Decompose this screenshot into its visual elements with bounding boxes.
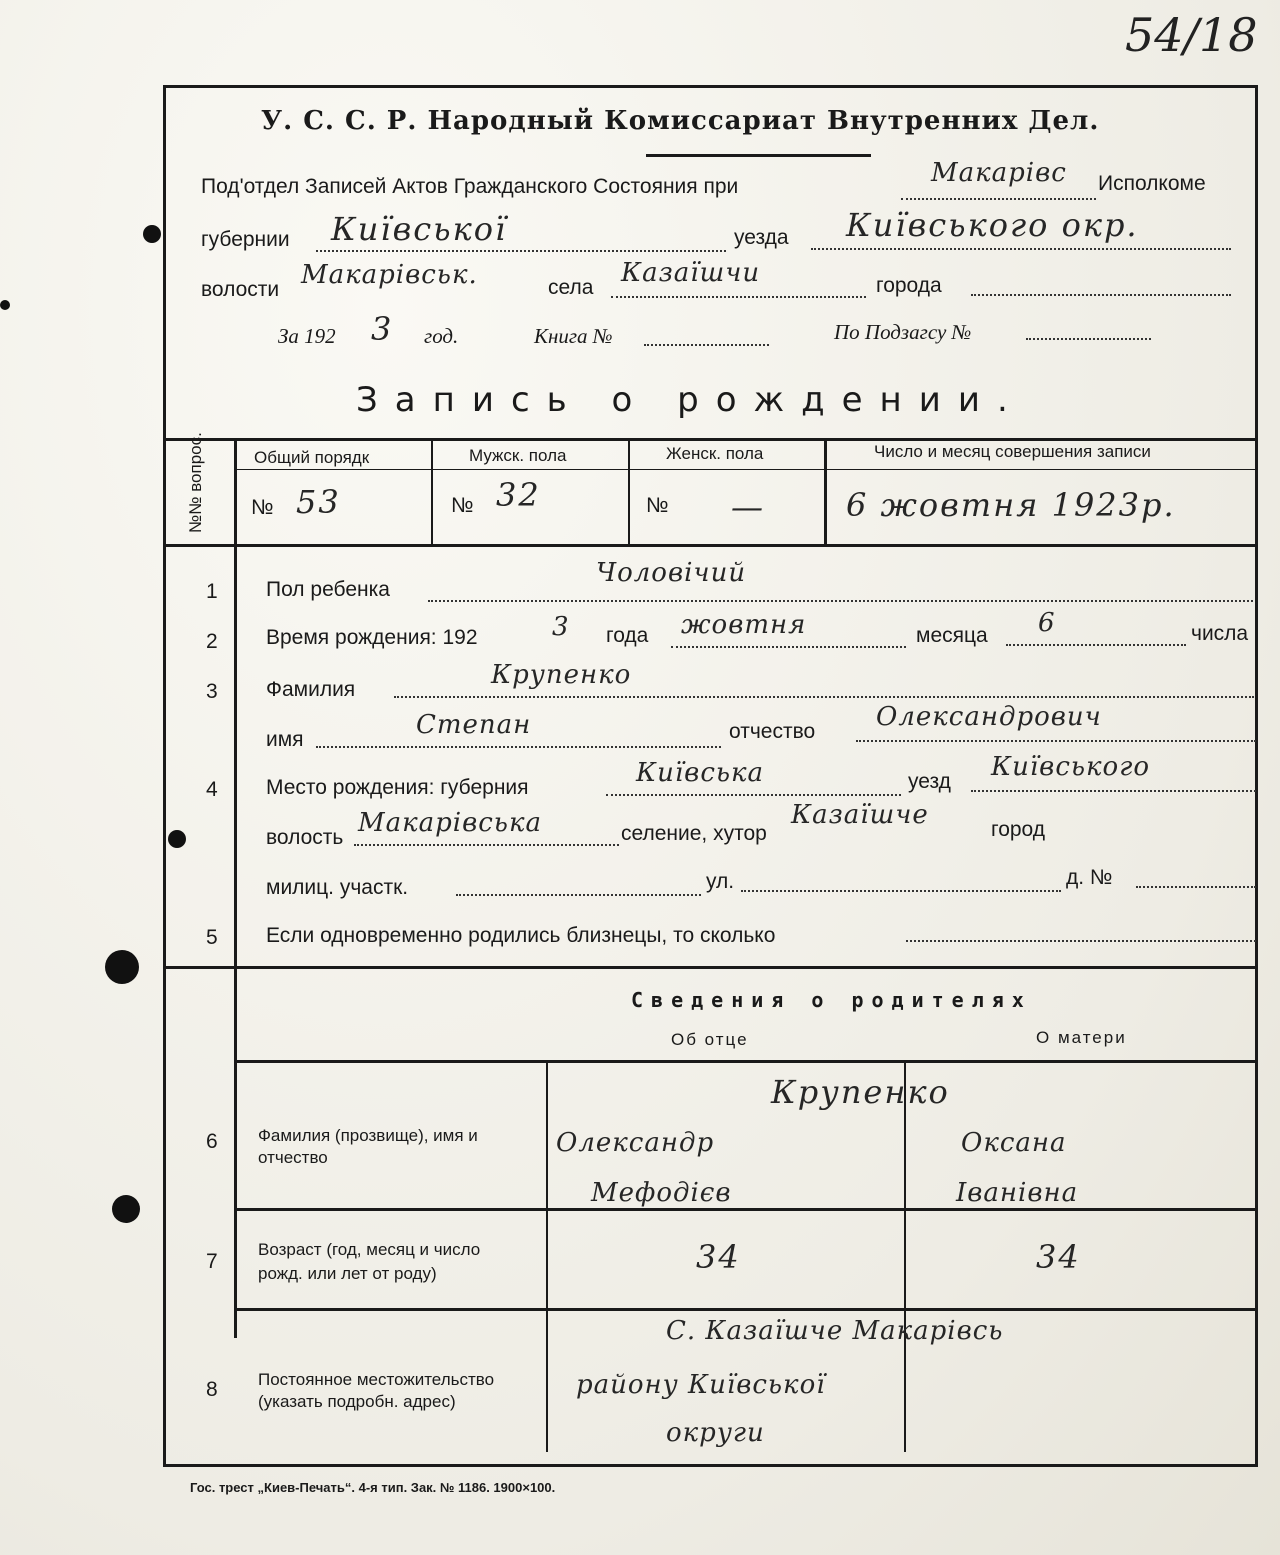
birthplace-volost-label: волость (266, 826, 344, 849)
gubernia-label: губернии (201, 228, 290, 251)
dotted-line (901, 198, 1096, 200)
punch-hole (105, 950, 139, 984)
rule (166, 966, 1258, 969)
executive-committee-value: Макарівс (931, 158, 1067, 188)
punch-hole (112, 1195, 140, 1223)
patronymic-value: Олександрович (876, 702, 1102, 732)
dotted-line (811, 248, 1231, 250)
sub-register-label: По Подзагсу № (834, 320, 972, 344)
street-label: ул. (706, 870, 735, 893)
birthplace-label: Место рождения: губерния (266, 776, 529, 799)
age-label-1: Возраст (год, месяц и число (258, 1240, 481, 1259)
row-number-2: 2 (206, 630, 218, 653)
parents-section-title: Сведения о родителях (631, 988, 1032, 1012)
date-of-record-value: 6 жовтня 1923р. (846, 486, 1176, 524)
selo-label: села (548, 276, 594, 299)
year-label: За 192 (278, 324, 336, 348)
rule (628, 438, 630, 544)
birth-record-form (163, 85, 1258, 1467)
rule (824, 438, 827, 544)
settlement-label: селение, хутор (621, 822, 767, 845)
female-value: — (731, 488, 765, 526)
rule (234, 1208, 1258, 1211)
dotted-line (456, 894, 701, 896)
col-general-order: Общий порядк (254, 448, 370, 467)
row-number-1: 1 (206, 580, 218, 603)
dotted-line (671, 646, 906, 648)
book-label: Книга № (534, 324, 613, 348)
dotted-line (611, 296, 866, 298)
child-sex-value: Чоловічий (596, 558, 747, 588)
residence-line-3: округи (666, 1418, 765, 1448)
rule (166, 544, 1258, 547)
printer-imprint: Гос. трест „Киев-Печать“. 4-я тип. Зак. № 1186. 1900×100. (190, 1480, 556, 1495)
mother-age-value: 34 (1036, 1238, 1081, 1276)
rule (234, 1060, 1258, 1063)
document-title: Запись о рождении. (356, 380, 1025, 420)
child-sex-label: Пол ребенка (266, 578, 390, 601)
mother-patronymic: Іванівна (956, 1178, 1079, 1208)
row-number-4: 4 (206, 778, 218, 801)
dotted-line (856, 740, 1256, 742)
general-order-value: 53 (296, 483, 341, 521)
father-first-name: Олександр (556, 1128, 715, 1158)
dotted-line (741, 890, 1061, 892)
header-title: У. С. С. Р. Народный Комиссариат Внутренних Дел. (261, 106, 1100, 136)
birth-time-label: Время рождения: 192 (266, 626, 478, 649)
mother-first-name: Оксана (961, 1128, 1067, 1158)
parent-name-label-2: отчество (258, 1148, 328, 1167)
parents-surname-value: Крупенко (771, 1073, 950, 1111)
gubernia-value: Київської (331, 210, 508, 248)
dotted-line (1136, 886, 1256, 888)
dotted-line (1006, 644, 1186, 646)
twins-label: Если одновременно родились близнецы, то сколько (266, 924, 776, 947)
birth-year-digit: 3 (552, 612, 570, 642)
birthplace-volost-value: Макарівська (358, 808, 542, 838)
patronymic-label: отчество (729, 720, 816, 743)
executive-committee-label: Исполкоме (1098, 172, 1206, 195)
dotted-line (316, 746, 721, 748)
birth-day-value: 6 (1038, 608, 1056, 638)
month-word: месяца (916, 624, 988, 647)
rule (234, 1308, 1258, 1311)
year-word: года (606, 624, 649, 647)
col-date-of-record: Число и месяц совершения записи (874, 442, 1151, 461)
archive-page-number: 54/18 (1125, 8, 1258, 62)
birth-month-value: жовтня (681, 610, 807, 640)
dotted-line (394, 696, 1254, 698)
year-suffix: год. (424, 324, 459, 348)
name-label: имя (266, 728, 304, 751)
birthplace-uezd-value: Київського (991, 752, 1151, 782)
row-number-3: 3 (206, 680, 218, 703)
dotted-line (606, 794, 901, 796)
no-label: № (646, 494, 669, 517)
dotted-line (644, 344, 769, 346)
subdepartment-label: Под'отдел Записей Актов Гражданского Состояния при (201, 175, 739, 198)
row-number-8: 8 (206, 1378, 218, 1401)
male-value: 32 (496, 476, 541, 514)
name-value: Степан (416, 710, 532, 740)
rule (431, 438, 433, 544)
rule (546, 1060, 548, 1452)
birthplace-gubernia-value: Київська (636, 758, 765, 788)
rule (904, 1060, 906, 1452)
father-age-value: 34 (696, 1238, 741, 1276)
punch-hole (0, 300, 10, 310)
dotted-line (316, 250, 726, 252)
col-female: Женск. пола (666, 444, 764, 463)
row-number-5: 5 (206, 926, 218, 949)
day-word: числа (1191, 622, 1249, 645)
uezd-value: Київського окр. (846, 206, 1139, 244)
residence-line-1: С. Казаїшче Макарівсь (666, 1316, 1004, 1346)
dotted-line (1026, 338, 1151, 340)
year-value: 3 (371, 310, 394, 348)
rule (234, 438, 237, 1338)
mother-column-header: О матери (1036, 1028, 1127, 1047)
gorod-label: города (876, 274, 942, 297)
selo-value: Казаїшчи (621, 258, 761, 288)
militia-district-label: милиц. участк. (266, 876, 409, 899)
row-number-6: 6 (206, 1130, 218, 1153)
row-number-7: 7 (206, 1250, 218, 1273)
residence-label-2: (указать подробн. адрес) (258, 1392, 456, 1411)
father-column-header: Об отце (671, 1030, 749, 1049)
dotted-line (971, 294, 1231, 296)
age-label-2: рожд. или лет от роду) (258, 1264, 437, 1283)
house-number-label: д. № (1066, 866, 1113, 889)
col-male: Мужск. пола (469, 446, 567, 465)
dotted-line (354, 844, 619, 846)
volost-value: Макарівськ. (301, 260, 478, 290)
birthplace-uezd-label: уезд (908, 770, 951, 793)
question-number-header: №№ вопрос. (186, 432, 205, 533)
uezd-label: уезда (734, 226, 789, 249)
dotted-line (906, 940, 1256, 942)
no-label: № (251, 496, 274, 519)
residence-label-1: Постоянное местожительство (258, 1370, 495, 1389)
parent-name-label-1: Фамилия (прозвище), имя и (258, 1126, 478, 1145)
father-patronymic: Мефодієв (591, 1178, 732, 1208)
city-label: город (991, 818, 1046, 841)
dotted-line (428, 600, 1253, 602)
no-label: № (451, 494, 474, 517)
dotted-line (971, 790, 1256, 792)
residence-line-2: району Київської (576, 1370, 826, 1400)
volost-label: волости (201, 278, 280, 301)
settlement-value: Казаїшче (791, 800, 929, 830)
punch-hole (143, 225, 161, 243)
header-rule (646, 154, 871, 157)
surname-label: Фамилия (266, 678, 356, 701)
surname-value: Крупенко (491, 660, 632, 690)
rule (166, 438, 1258, 441)
rule (234, 469, 1258, 470)
